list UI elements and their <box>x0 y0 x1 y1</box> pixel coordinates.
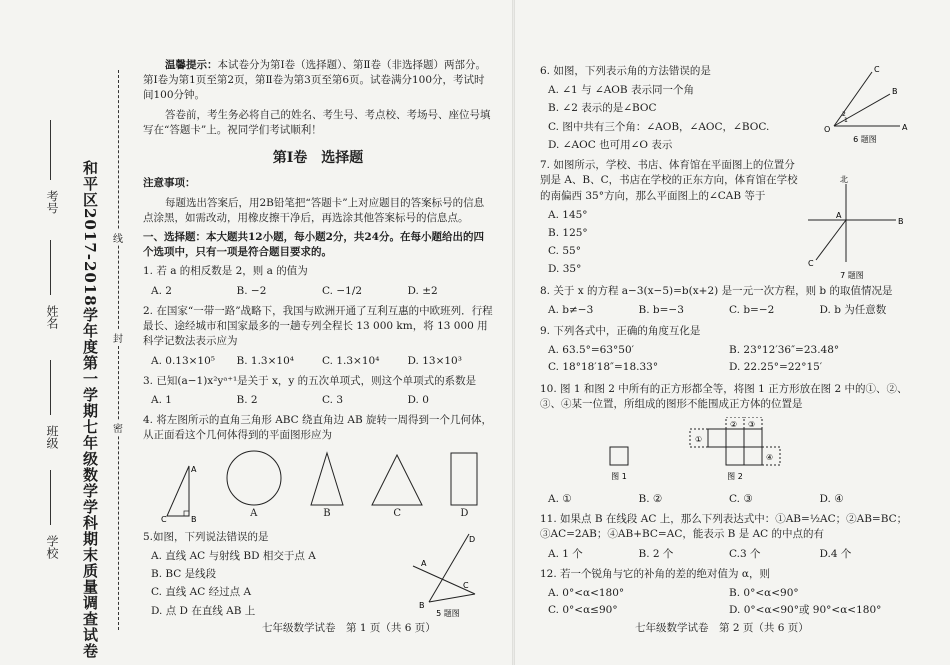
question-stem: 3. 已知(a−1)x²yᵃ⁺¹是关于 x，y 的五次单项式，则这个单项式的系数是 <box>143 374 477 387</box>
q6-block <box>540 64 910 158</box>
svg-text:④: ④ <box>766 452 774 462</box>
field-line <box>50 470 51 525</box>
option-d: D. 0°<α<90°或 90°<α<180° <box>729 604 882 617</box>
binding-strip <box>0 40 130 659</box>
question-stem: 8. 关于 x 的方程 a−3(x−5)=b(x+2) 是一元一次方程，则 b 的取值情况是 <box>540 285 893 298</box>
option-d: D. 0 <box>407 394 429 407</box>
option-d: D. 13×10³ <box>407 354 462 367</box>
option-c-figure: C <box>370 449 424 522</box>
option-d: D. b 为任意数 <box>819 304 887 317</box>
option-a: A. b≠−3 <box>548 304 594 317</box>
svg-text:B: B <box>892 87 898 96</box>
notice: 温馨提示：本试卷分为第Ⅰ卷（选择题）、第Ⅱ卷（非选择题）两部分。第Ⅰ卷为第1页至第2页，第Ⅱ卷为第3页至第6页。试卷满分100分，考试时间100分钟。 <box>143 59 487 102</box>
section-title: 第Ⅰ卷 选择题 <box>272 150 364 167</box>
option-d-figure: D <box>447 449 481 522</box>
option-b: B. BC 是线段 <box>151 568 217 581</box>
svg-text:B: B <box>419 600 425 610</box>
svg-text:A: A <box>836 211 842 221</box>
question-options <box>548 586 910 620</box>
svg-text:O: O <box>824 125 831 134</box>
seal-mark-secret: 密 <box>113 420 123 435</box>
question-options <box>151 354 493 369</box>
option-b-figure: B <box>307 449 347 522</box>
triangle-icon <box>370 449 424 507</box>
question-options <box>151 393 493 408</box>
field-line <box>50 120 51 180</box>
option-b: B. −2 <box>236 284 267 297</box>
notice-2: 答卷前，考生务必将自己的姓名、考生号、考点校、考场号、座位号填写在“答题卡”上。祝同学们考试顺利！ <box>143 108 491 136</box>
option-d: D.4 个 <box>819 547 852 560</box>
option-d: D. ④ <box>819 492 844 505</box>
question-options <box>548 208 800 278</box>
question-options <box>548 83 820 153</box>
option-a: A. 1 <box>151 394 172 407</box>
option-a: A. 2 <box>151 284 172 297</box>
figure-caption: 7 题图 <box>840 271 864 281</box>
svg-text:A: A <box>190 464 197 474</box>
option-c: C. 0°<α≤90° <box>548 604 618 617</box>
field-school: 学校 <box>45 535 59 559</box>
tall-triangle-icon <box>307 449 347 507</box>
rectangle-icon <box>447 449 481 507</box>
option-d: D. 22.25°=22°15′ <box>729 360 823 373</box>
option-c: C. 55° <box>548 245 581 258</box>
question-options <box>151 284 493 299</box>
figure-caption: 6 题图 <box>853 135 877 144</box>
option-a: A. 1 个 <box>548 547 583 560</box>
field-exam-number: 考号 <box>45 190 59 214</box>
option-c: C. −1/2 <box>322 284 363 297</box>
field-line <box>50 240 51 295</box>
question-options <box>548 547 910 562</box>
svg-text:③: ③ <box>748 419 756 429</box>
option-c: C.3 个 <box>729 547 761 560</box>
option-c: C. 直线 AC 经过点 A <box>151 586 252 599</box>
right-triangle-figure <box>161 462 201 522</box>
fig1-label: 图 1 <box>611 471 627 481</box>
question-stem: 12. 若一个锐角与它的补角的差的绝对值为 α，则 <box>540 567 770 580</box>
left-page <box>143 58 493 624</box>
svg-text:D: D <box>469 534 476 544</box>
page-fold <box>512 0 515 665</box>
question-stem: 11. 如果点 B 在线段 AC 上，那么下列表达式中：①AB=½AC；②AB=BC；③AC=2AB；④AB+BC=AC，能表示 B 是 AC 的中点的有 <box>540 513 908 541</box>
option-b: B. 23°12′36″=23.48° <box>729 343 840 356</box>
svg-text:2: 2 <box>842 111 846 118</box>
q4-figures <box>149 452 493 522</box>
option-c: C. 图中共有三个角：∠AOB，∠AOC，∠BOC. <box>548 120 770 133</box>
right-page <box>540 64 910 625</box>
notes-label: 注意事项： <box>143 177 196 190</box>
question-stem: 5.如图，下列说法错误的是 <box>143 530 269 543</box>
field-line <box>50 360 51 415</box>
option-b: B. ② <box>638 492 663 505</box>
fig2-label: 图 2 <box>727 471 743 481</box>
option-d: D. ±2 <box>407 284 438 297</box>
svg-text:B: B <box>898 217 904 227</box>
svg-text:C: C <box>160 514 167 522</box>
figure-caption: 5 题图 <box>436 608 460 618</box>
north-label: 北 <box>840 175 848 185</box>
option-a-figure: A <box>224 449 284 522</box>
option-a: A. ① <box>548 492 572 505</box>
seal-mark-line: 线 <box>113 230 123 245</box>
option-c: C. 18°18′18″=18.33° <box>548 360 659 373</box>
svg-text:C: C <box>463 580 469 590</box>
option-c: C. 3 <box>322 394 344 407</box>
q7-block <box>540 158 910 284</box>
question-stem: 7. 如图所示，学校、书店、体育馆在平面图上的位置分别是 A、B、C，书店在学校的正东方向，体育馆在学校的南偏西 35°方向，那么平面图上的∠CAB 等于 <box>540 159 798 202</box>
option-d: D. 35° <box>548 263 582 276</box>
option-c: C. 1.3×10⁴ <box>322 354 380 367</box>
question-stem: 6. 如图，下列表示角的方法错误的是 <box>540 65 711 77</box>
svg-text:1: 1 <box>844 117 848 124</box>
question-stem: 2. 在国家“一带一路”战略下，我国与欧洲开通了互利互惠的中欧班列．行程最长、途经城市和国家最多的一趟专列全程长 13 000 km，将 13 000 用科学记数法表示应为 <box>143 304 493 348</box>
q5-block <box>143 530 493 624</box>
q7-figure <box>800 174 910 284</box>
q5-figure <box>403 530 493 618</box>
option-b: B. 125° <box>548 226 588 239</box>
question-stem: 1. 若 a 的相反数是 2，则 a 的值为 <box>143 265 308 278</box>
field-class: 班级 <box>45 425 59 449</box>
exam-title-vertical: 和平区2017-2018学年度第一学期七年级数学学科期末质量调查试卷 <box>81 160 99 659</box>
seal-line <box>118 70 119 630</box>
option-a: A. 63.5°=63°50′ <box>548 343 635 356</box>
notes-text: 每题选出答案后，用2B铅笔把“答题卡”上对应题目的答案标号的信息点涂黑，如需改动，用橡皮擦干净后，再选涂其他答案标号的信息点。 <box>143 196 485 224</box>
question-stem: 10. 图 1 和图 2 中所有的正方形都全等，将图 1 正方形放在图 2 中的①、②、③、④某一位置，所组成的图形不能围成正方体的位置是 <box>540 383 908 411</box>
option-b: B. 0°<α<90° <box>729 586 799 599</box>
option-a: A. 145° <box>548 208 588 221</box>
circle-icon <box>224 449 284 507</box>
option-d: D. ∠AOC 也可用∠O 表示 <box>548 138 673 151</box>
page-footer-left: 七年级数学试卷 第 1 页（共 6 页） <box>262 622 436 634</box>
svg-text:C: C <box>808 259 814 269</box>
option-a: A. 直线 AC 与射线 BD 相交于点 A <box>151 549 316 562</box>
question-stem: 4. 将左图所示的直角三角形 ABC 绕直角边 AB 旋转一周得到一个几何体，从正面看这个几何体得到的平面图形应为 <box>143 414 493 442</box>
svg-text:A: A <box>902 123 908 132</box>
question-options <box>151 549 403 619</box>
option-b: B. 1.3×10⁴ <box>236 354 294 367</box>
q6-figure <box>820 64 910 146</box>
instruction: 一、选择题：本大题共12小题，每小题2分，共24分。在每小题给出的四个选项中，只有一项是符合题目要求的。 <box>143 231 485 259</box>
option-b: B. 2 <box>236 394 258 407</box>
svg-text:②: ② <box>730 419 738 429</box>
question-options <box>548 343 910 377</box>
q10-figure <box>540 417 910 485</box>
question-stem: 9. 下列各式中，正确的角度互化是 <box>540 324 701 337</box>
option-b: B. b=−3 <box>638 304 684 317</box>
question-options <box>548 303 910 318</box>
page-footer-right: 七年级数学试卷 第 2 页（共 6 页） <box>635 622 809 634</box>
seal-mark-seal: 封 <box>113 330 123 345</box>
question-options <box>548 492 910 507</box>
svg-text:C: C <box>874 65 880 74</box>
field-name: 姓名 <box>45 305 59 329</box>
option-a: A. ∠1 与 ∠AOB 表示同一个角 <box>548 84 694 97</box>
svg-text:B: B <box>190 514 197 522</box>
svg-text:①: ① <box>695 434 703 444</box>
option-a: A. 0°<α<180° <box>548 586 625 599</box>
option-d: D. 点 D 在直线 AB 上 <box>151 604 256 617</box>
svg-text:A: A <box>421 558 427 568</box>
option-b: B. ∠2 表示的是∠BOC <box>548 102 657 115</box>
option-b: B. 2 个 <box>638 547 674 560</box>
option-a: A. 0.13×10⁵ <box>151 354 216 367</box>
triangle-abc-icon <box>161 462 201 522</box>
option-c: C. ③ <box>729 492 753 505</box>
option-c: C. b=−2 <box>729 304 775 317</box>
